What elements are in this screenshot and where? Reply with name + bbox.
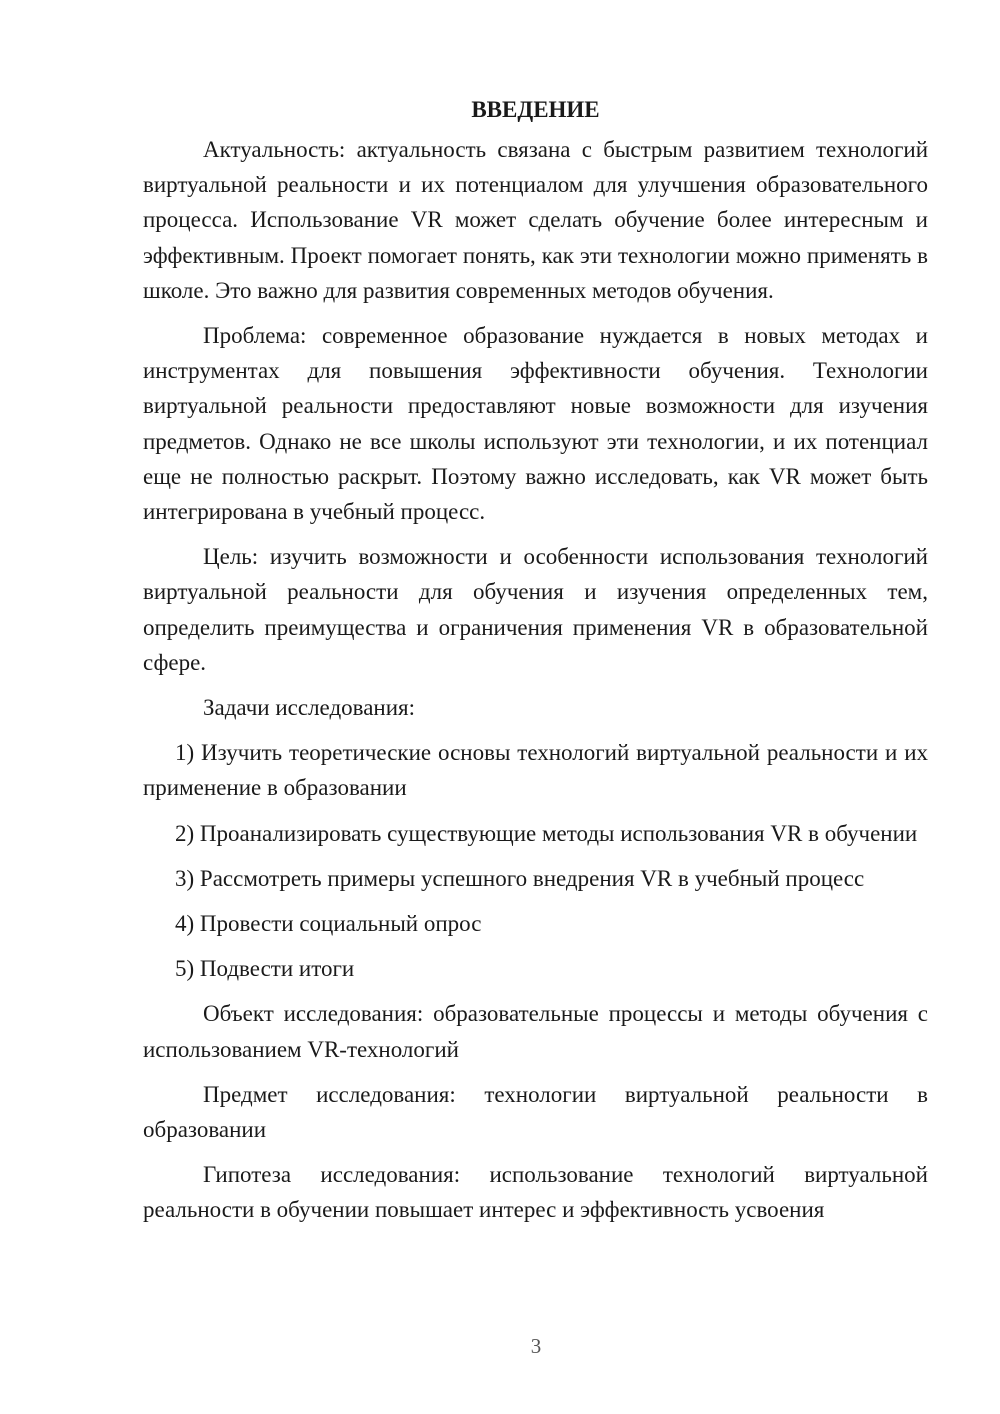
- task-item-1: 1) Изучить теоретические основы технологий виртуальной реальности и их применение в образовании: [143, 740, 928, 801]
- paragraph-object: Объект исследования: образовательные процессы и методы обучения с использованием VR-технологий: [143, 1001, 928, 1062]
- paragraph-relevance: Актуальность: актуальность связана с быстрым развитием технологий виртуальной реальности и их потенциалом для улучшения образовательного процесса. Использование VR может сделать обучение более интересным и эффективным. Проект помогает понять, как эти технологии можно применять в школе. Это важно для развития современных методов обучения.: [143, 137, 928, 303]
- task-item-4: 4) Провести социальный опрос: [175, 911, 482, 937]
- section-title: ВВЕДЕНИЕ: [471, 97, 600, 122]
- page-number: 3: [530, 1334, 542, 1358]
- task-item-2: 2) Проанализировать существующие методы использования VR в обучении: [175, 820, 918, 846]
- task-item-5: 5) Подвести итоги: [175, 956, 355, 982]
- task-item-3: 3) Рассмотреть примеры успешного внедрения VR в учебный процесс: [175, 865, 865, 891]
- paragraph-hypothesis: Гипотеза исследования: использование технологий виртуальной реальности в обучении повышает интерес и эффективность усвоения: [143, 1162, 928, 1223]
- page-content: [143, 92, 928, 1238]
- paragraph-subject: Предмет исследования: технологии виртуальной реальности в образовании: [143, 1081, 928, 1143]
- paragraph-goal: Цель: изучить возможности и особенности использования технологий виртуальной реальности для обучения и изучения определенных тем, определить преимущества и ограничения применения VR в образовательной сфере.: [143, 544, 928, 675]
- paragraph-problem: Проблема: современное образование нуждается в новых методах и инструментах для повышения эффективности обучения. Технологии виртуальной реальности предоставляют новые возможности для изучения предметов. Однако не все школы используют эти технологии, и их потенциал еще не полностью раскрыт. Поэтому важно исследовать, как VR может быть интегрирована в учебный процесс.: [143, 323, 928, 525]
- paragraph-tasks-heading: Задачи исследования:: [203, 695, 416, 721]
